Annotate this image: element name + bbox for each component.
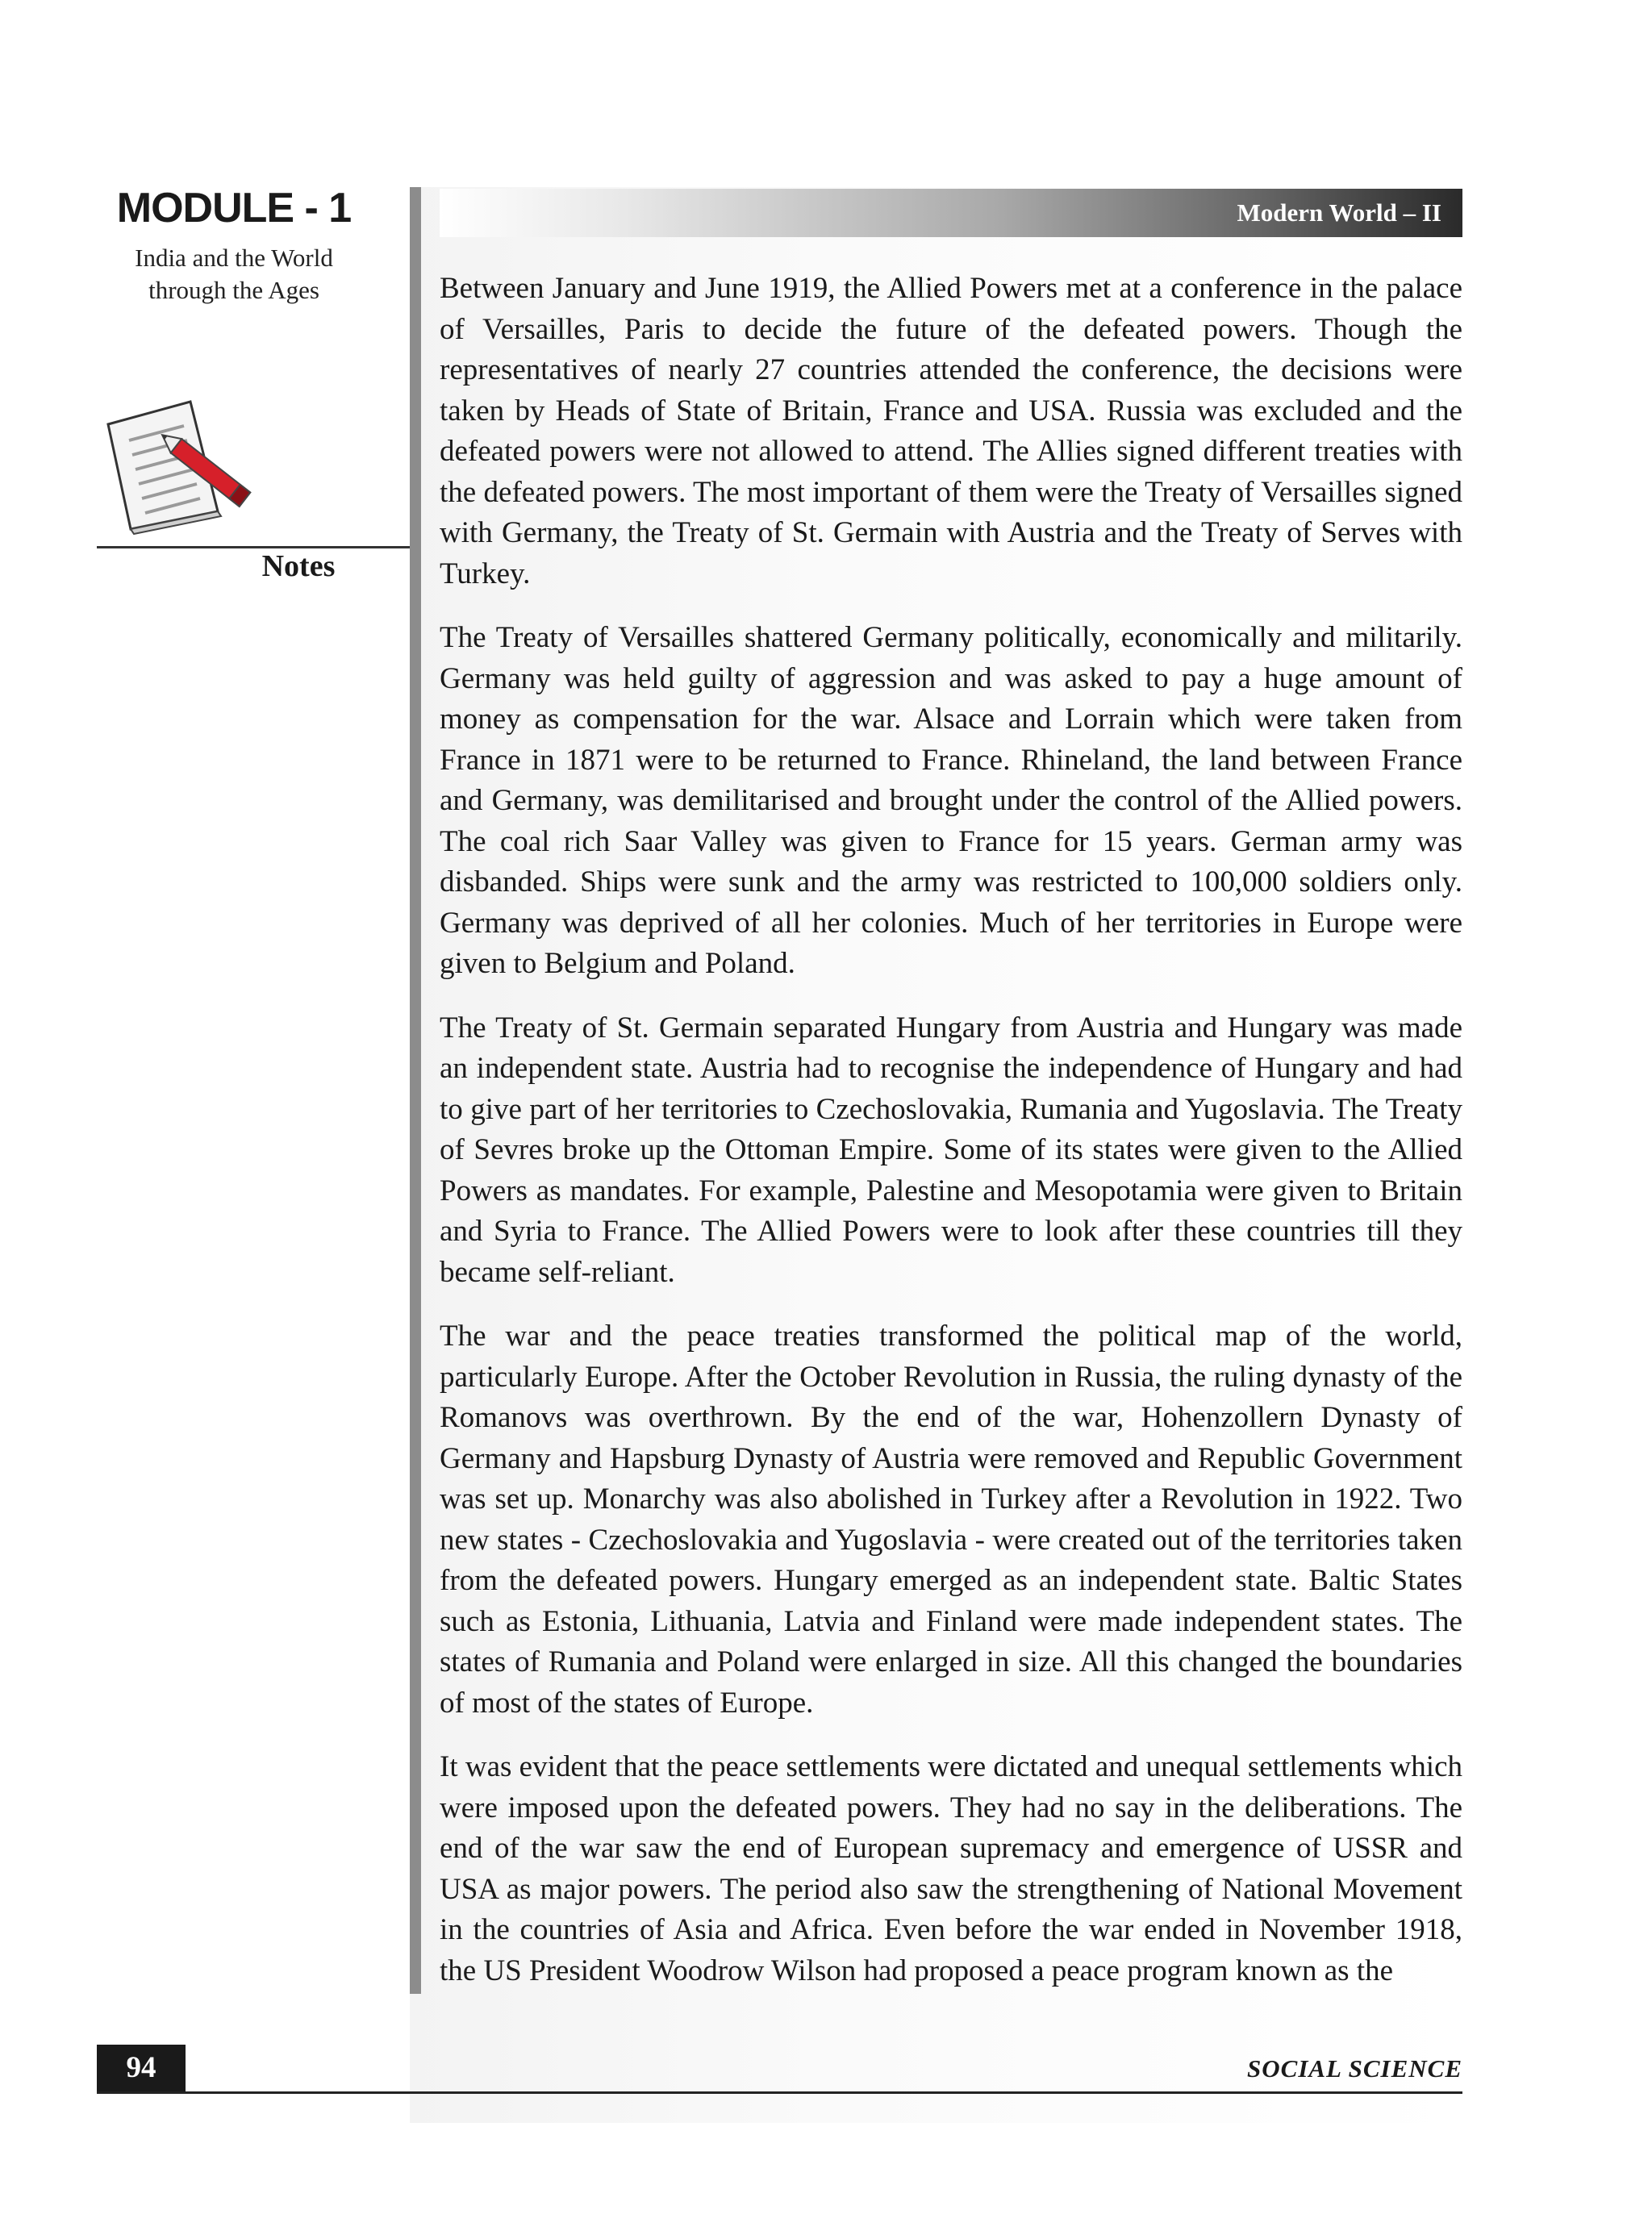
notes-paper-pencil-icon	[97, 390, 258, 544]
module-sidebar	[97, 184, 371, 306]
notes-label: Notes	[261, 549, 336, 583]
paragraph-4: The war and the peace treaties transformed the political map of the world, particularly Europe. After the October Revolution in Russia, the ruling dynasty of the Romanovs was overthrown. By the end of the war, Hohenzollern Dynasty of Germany and Hapsburg Dynasty of Austria were removed and Republic Government was set up. Monarchy was also abolished in Turkey after a Revolution in 1922. Two new states - Czechoslovakia and Yugoslavia - were created out of the territories taken from the defeated powers. Hungary emerged as an independent state. Baltic States such as Estonia, Lithuania, Latvia and Finland were made independent states. The states of Rumania and Poland were enlarged in size. All this changed the boundaries of most of the states of Europe.	[440, 1320, 1462, 1720]
paragraph-3: The Treaty of St. Germain separated Hungary from Austria and Hungary was made an independent state. Austria had to recognise the independence of Hungary and had to give part of her territories to Czechoslovakia, Rumania and Yugoslavia. The Treaty of Sevres broke up the Ottoman Empire. Some of its states were given to the Allied Powers as mandates. For example, Palestine and Mesopotamia were given to Britain and Syria to France. The Allied Powers were to look after these countries till they became self-reliant.	[440, 1011, 1462, 1289]
chapter-title: Modern World – II	[1237, 198, 1441, 227]
content-vertical-rule	[410, 187, 421, 1994]
paragraph-5: It was evident that the peace settlements were dictated and unequal settlements which were imposed upon the defeated powers. They had no say in the deliberations. The end of the war saw the end of European supremacy and emergence of USSR and USA as major powers. The period also saw the strengthening of National Movement in the countries of Asia and Africa. Even before the war ended in November 1918, the US President Woodrow Wilson had proposed a peace program known as the	[440, 1750, 1462, 1987]
paragraph-1: Between January and June 1919, the Allied Powers met at a conference in the palace of Versailles, Paris to decide the future of the defeated powers. Though the representatives of nearly 27 countries attended the conference, the decisions were taken by Heads of State of Britain, France and USA. Russia was excluded and the defeated powers were not allowed to attend. The Allies signed different treaties with the defeated powers. The most important of them were the Treaty of Versailles signed with Germany, the Treaty of St. Germain with Austria and the Treaty of Serves with Turkey.	[440, 272, 1462, 590]
module-subtitle	[97, 242, 371, 306]
paragraph-2: The Treaty of Versailles shattered Germany politically, economically and militarily. Germany was held guilty of aggression and was asked to pay a huge amount of money as compensation for the war. Alsace and Lorrain which were taken from France in 1871 were to be returned to France. Rhineland, the land between France and Germany, was demilitarised and brought under the control of the Allied powers. The coal rich Saar Valley was given to France for 15 years. German army was disbanded. Ships were sunk and the army was restricted to 100,000 soldiers only. Germany was deprived of all her colonies. Much of her territories in Europe were given to Belgium and Poland.	[440, 621, 1462, 980]
module-title: MODULE - 1	[116, 185, 352, 231]
chapter-header-bar	[440, 189, 1462, 237]
module-subtitle-line-2: through the Ages	[148, 276, 319, 304]
footer-subject: SOCIAL SCIENCE	[1247, 2054, 1462, 2083]
page-number: 94	[97, 2045, 186, 2091]
module-subtitle-line-1: India and the World	[135, 244, 333, 272]
main-text	[440, 269, 1462, 2015]
footer-rule	[97, 2091, 1462, 2094]
